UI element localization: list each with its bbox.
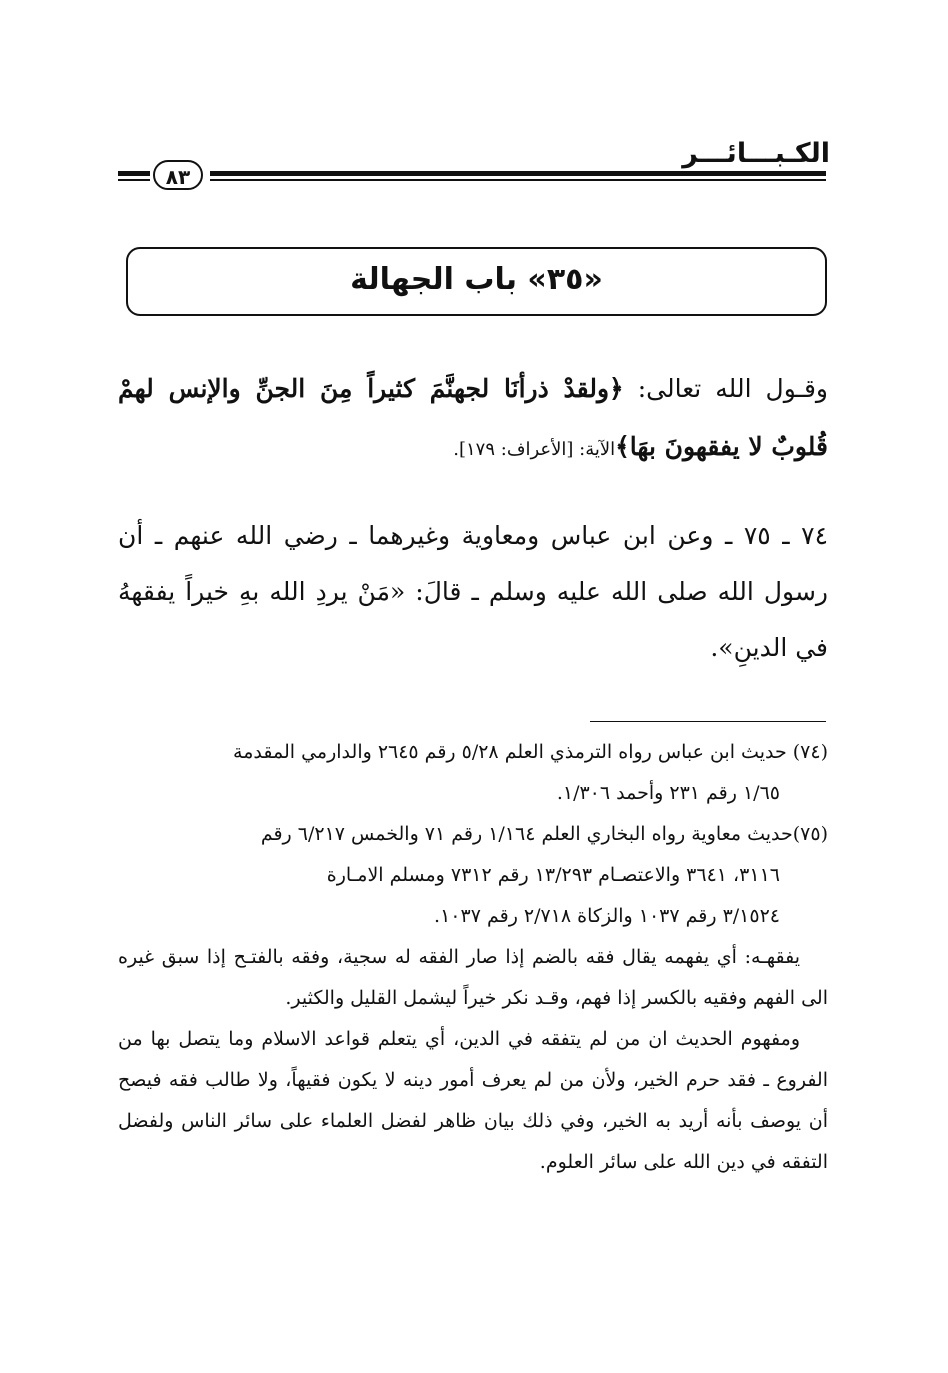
footnote-note-meaning: ومفهوم الحديث ان من لم يتفقه في الدين، أي يتعلم قواعد الاسلام وما يتصل بها من الفروع ـ فقد حرم الخير، ولأن من لم يعرف أمور دينه لا يكون فقيهاً، ولا طالب فقه فيصح أن يوصف بأنه أريد به الخير، وفي ذلك بيان ظاهر لفضل العلماء على سائر الناس ولفضل التفقه في دين الله على سائر العلوم. [118, 1028, 828, 1173]
header-rule-left-thick [118, 171, 150, 176]
verse-reference: الآية: [الأعراف: ١٧٩]. [453, 439, 616, 460]
quran-verse: ﴿ولقدْ ذرأنَا لجهنَّمَ كثيراً مِنَ الجنِّ والإنس لهمْ قُلوبٌ لا يفقهونَ بهَا﴾ [118, 374, 828, 461]
running-header-title: الكـبـــائـــر [682, 138, 830, 169]
footnote-74-line-2: ١/٦٥ رقم ٢٣١ وأحمد ١/٣٠٦. [556, 782, 780, 804]
chapter-title: «٣٥» باب الجهالة [350, 262, 603, 297]
chapter-heading-box [126, 247, 827, 316]
footnote-74-line-1: (٧٤) حديث ابن عباس رواه الترمذي العلم ٥/٢٨ رقم ٢٦٤٥ والدارمي المقدمة [233, 741, 828, 763]
footnotes [118, 732, 828, 1183]
header-rule-left-thin [118, 179, 150, 181]
verse-paragraph [118, 360, 828, 479]
footnote-note-definition: يفقهـه: أي يفهمه يقال فقه بالضم إذا صار الفقه له سجية، وفقه بالفتـح إذا سبق غيره الى الفهم وفقيه بالكسر إذا فهم، وقـد نكر خيراً ليشمل القليل والكثير. [118, 946, 828, 1009]
header-rule-thick [210, 171, 826, 176]
footnote-separator [590, 721, 826, 722]
footnote-75-line-2: ٣١١٦، ٣٦٤١ والاعتصـام ١٣/٢٩٣ رقم ٧٣١٢ ومسلم الامـارة [326, 864, 780, 886]
footnote-75-line-1: (٧٥)حديث معاوية رواه البخاري العلم ١/١٦٤ رقم ٧١ والخمس ٦/٢١٧ رقم [260, 823, 828, 845]
page-number: ٨٣ [153, 160, 203, 190]
header-rule-thin [210, 179, 826, 181]
hadith-paragraph: ٧٤ ـ ٧٥ ـ وعن ابن عباس ومعاوية وغيرهما ـ رضي الله عنهم ـ أن رسول الله صلى الله عليه وسلم ـ قالَ: «مَنْ يردِ الله بهِ خيراً يفقههُ في الدينِ». [118, 521, 829, 662]
verse-intro: وقـول الله تعالى: [623, 374, 828, 403]
footnote-75-line-3: ٣/١٥٢٤ رقم ١٠٣٧ والزكاة ٢/٧١٨ رقم ١٠٣٧. [434, 905, 780, 927]
